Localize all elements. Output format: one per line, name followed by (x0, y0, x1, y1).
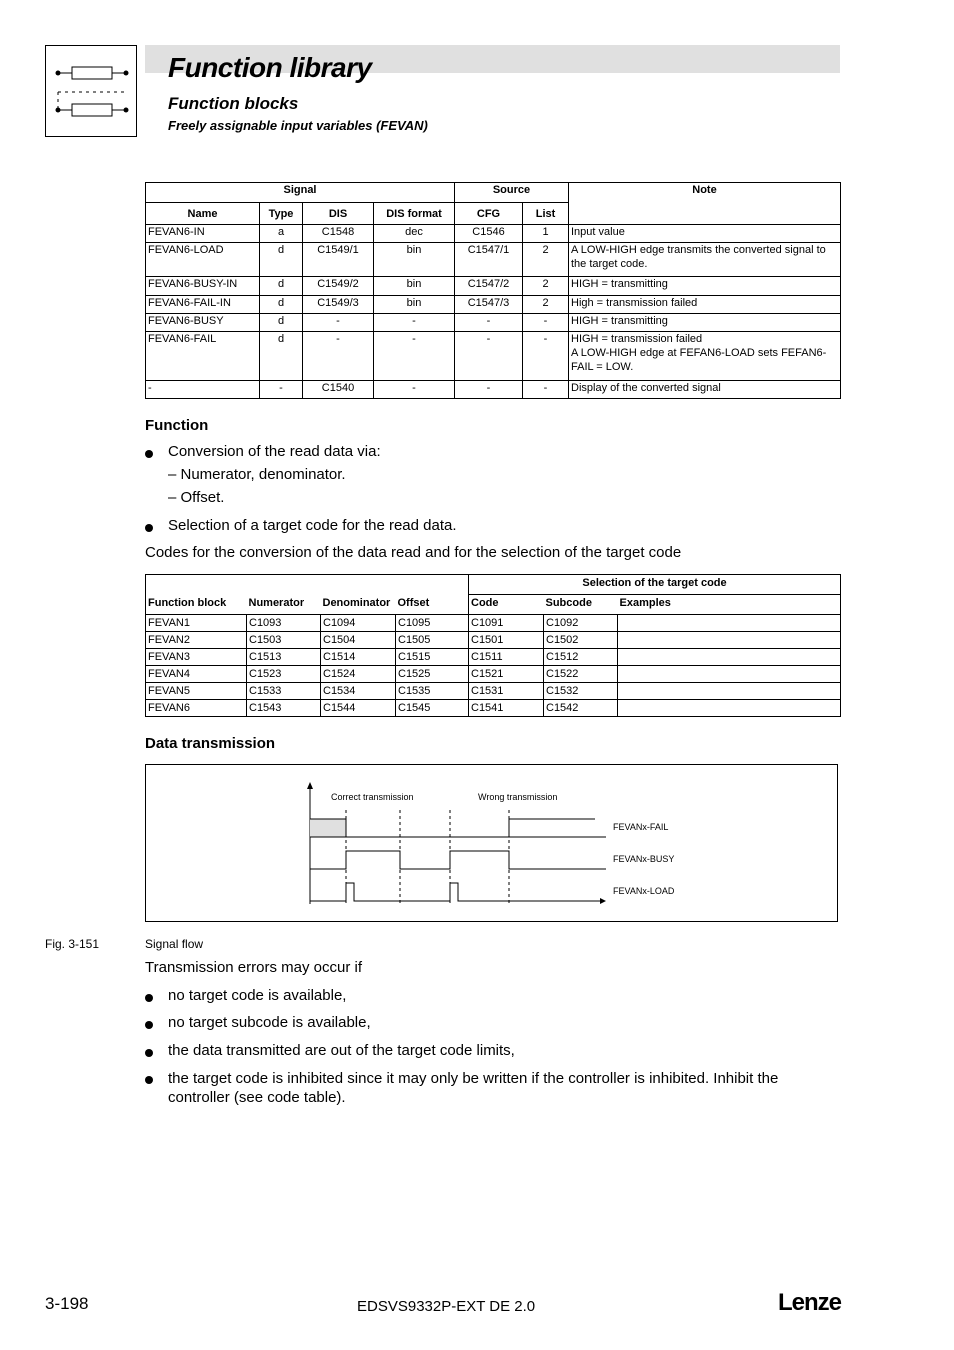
cell: C1549/2 (303, 277, 374, 296)
cell-line: A LOW-HIGH edge at FEFAN6-LOAD sets FEFAN6-FAIL = LOW. (571, 347, 827, 373)
codes-table (145, 574, 841, 717)
bullet-icon (145, 524, 153, 532)
cell: C1544 (321, 700, 396, 717)
target-code-group-header: Selection of the target code (469, 575, 841, 595)
cell: d (260, 296, 303, 314)
cell: C1503 (247, 632, 321, 649)
subsection-title: Freely assignable input variables (FEVAN) (168, 118, 428, 133)
chapter-icon (45, 45, 137, 137)
cell: C1547/2 (455, 277, 523, 296)
cell: FEVAN3 (146, 649, 247, 666)
cell: - (455, 314, 523, 332)
cell: C1542 (544, 700, 618, 717)
cell: C1549/3 (303, 296, 374, 314)
cell: d (260, 277, 303, 296)
section-title: Function blocks (168, 94, 299, 113)
cell: C1511 (469, 649, 544, 666)
cell: - (303, 314, 374, 332)
cell: C1501 (469, 632, 544, 649)
figure-caption: Signal flow (145, 937, 204, 951)
doc-id: EDSVS9332P-EXT DE 2.0 (357, 1298, 536, 1315)
list-item (145, 1042, 845, 1062)
wrong-transmission-label: Wrong transmission (478, 792, 558, 802)
list-item (145, 987, 845, 1007)
col-header: DIS format (374, 203, 455, 225)
blank-header (146, 575, 469, 595)
col-header: Offset (396, 595, 469, 615)
cell: HIGH = transmitting (569, 314, 841, 332)
cell: C1523 (247, 666, 321, 683)
col-header: Function block (146, 595, 247, 615)
cell (618, 649, 841, 666)
cell: C1092 (544, 615, 618, 632)
cell: d (260, 243, 303, 277)
cell: High = transmission failed (569, 296, 841, 314)
cell: C1512 (544, 649, 618, 666)
cell: FEVAN6-FAIL (146, 332, 260, 381)
cell: C1531 (469, 683, 544, 700)
cell: - (523, 332, 569, 381)
cell: bin (374, 277, 455, 296)
function-block-icon (46, 46, 138, 138)
cell: FEVAN2 (146, 632, 247, 649)
col-header: Subcode (544, 595, 618, 615)
cell: FEVAN5 (146, 683, 247, 700)
cell: C1548 (303, 225, 374, 243)
load-signal-label: FEVANx-LOAD (613, 886, 675, 896)
cell: C1543 (247, 700, 321, 717)
col-header: DIS (303, 203, 374, 225)
cell: - (374, 314, 455, 332)
table-row (146, 277, 841, 296)
data-transmission-heading: Data transmission (145, 735, 276, 752)
col-header: CFG (455, 203, 523, 225)
col-header: Code (469, 595, 544, 615)
cell: C1545 (396, 700, 469, 717)
cell: C1534 (321, 683, 396, 700)
table-row (146, 666, 841, 683)
cell: Display of the converted signal (569, 381, 841, 399)
cell: A LOW-HIGH edge transmits the converted signal to the target code. (569, 243, 841, 277)
cell: - (523, 381, 569, 399)
cell: HIGH = transmitting (569, 277, 841, 296)
source-group-header: Source (455, 183, 569, 203)
cell: C1549/1 (303, 243, 374, 277)
cell: bin (374, 296, 455, 314)
table-row (146, 243, 841, 277)
list-item-text: no target subcode is available, (168, 1014, 371, 1031)
cell: FEVAN6-IN (146, 225, 260, 243)
signal-flow-diagram (146, 765, 837, 921)
cell (618, 700, 841, 717)
col-header: Type (260, 203, 303, 225)
signal-table (145, 182, 841, 399)
cell: - (146, 381, 260, 399)
cell: FEVAN6-FAIL-IN (146, 296, 260, 314)
cell: C1504 (321, 632, 396, 649)
cell: C1524 (321, 666, 396, 683)
cell: FEVAN4 (146, 666, 247, 683)
table-row (146, 381, 841, 399)
cell: - (374, 381, 455, 399)
cell: - (455, 332, 523, 381)
cell: C1535 (396, 683, 469, 700)
cell: 2 (523, 277, 569, 296)
cell: - (455, 381, 523, 399)
col-header: Numerator (247, 595, 321, 615)
table-row (146, 632, 841, 649)
list-item-text: the data transmitted are out of the target code limits, (168, 1042, 515, 1059)
cell: - (260, 381, 303, 399)
cell: C1514 (321, 649, 396, 666)
cell: dec (374, 225, 455, 243)
figure-number: Fig. 3-151 (45, 937, 100, 951)
busy-signal-label: FEVANx-BUSY (613, 854, 675, 864)
codes-text: Codes for the conversion of the data read and for the selection of the target code (145, 544, 682, 561)
cell: C1521 (469, 666, 544, 683)
bullet-icon (145, 994, 153, 1002)
page-title: Function library (168, 52, 372, 83)
cell: d (260, 332, 303, 381)
bullet-icon (145, 1076, 153, 1084)
cell: C1094 (321, 615, 396, 632)
cell (569, 332, 841, 381)
sub-item: – Numerator, denominator. (168, 466, 346, 483)
signal-group-header: Signal (146, 183, 455, 203)
correct-transmission-label: Correct transmission (331, 792, 414, 802)
table-row (146, 296, 841, 314)
table-row (146, 615, 841, 632)
cell: FEVAN6-LOAD (146, 243, 260, 277)
list-item-text: the target code is inhibited since it may only be written if the controller is inhibited. Inhibit the controller (see code table). (168, 1070, 779, 1106)
cell: C1095 (396, 615, 469, 632)
fail-signal-label: FEVANx-FAIL (613, 822, 669, 832)
bullet-icon (145, 1021, 153, 1029)
cell: - (303, 332, 374, 381)
cell: - (374, 332, 455, 381)
cell: - (523, 314, 569, 332)
cell: FEVAN6-BUSY-IN (146, 277, 260, 296)
list-item-text: Conversion of the read data via: (168, 443, 381, 460)
cell (618, 632, 841, 649)
function-heading: Function (145, 417, 209, 434)
table-row (146, 700, 841, 717)
cell: FEVAN1 (146, 615, 247, 632)
cell: bin (374, 243, 455, 277)
sub-item: – Offset. (168, 489, 225, 506)
list-item (145, 443, 845, 463)
cell: a (260, 225, 303, 243)
cell-line: HIGH = transmission failed (571, 333, 703, 345)
cell: C1533 (247, 683, 321, 700)
cell: FEVAN6-BUSY (146, 314, 260, 332)
cell: C1502 (544, 632, 618, 649)
table-row (146, 683, 841, 700)
cell: C1091 (469, 615, 544, 632)
cell: C1505 (396, 632, 469, 649)
cell: C1515 (396, 649, 469, 666)
bullet-icon (145, 450, 153, 458)
note-header: Note (569, 183, 841, 225)
cell: 2 (523, 296, 569, 314)
list-item (145, 517, 845, 537)
cell (618, 683, 841, 700)
cell: 1 (523, 225, 569, 243)
cell (618, 666, 841, 683)
table-row (146, 225, 841, 243)
table-row (146, 649, 841, 666)
list-item (145, 1014, 845, 1034)
list-item-text: Selection of a target code for the read data. (168, 517, 457, 534)
cell: C1547/1 (455, 243, 523, 277)
cell: C1546 (455, 225, 523, 243)
cell: C1093 (247, 615, 321, 632)
list-item (145, 1069, 845, 1109)
table-row (146, 332, 841, 381)
cell: C1541 (469, 700, 544, 717)
cell: C1522 (544, 666, 618, 683)
col-header: Name (146, 203, 260, 225)
cell: d (260, 314, 303, 332)
col-header: List (523, 203, 569, 225)
brand-logo: Lenze (778, 1289, 842, 1316)
bullet-icon (145, 1049, 153, 1057)
errors-intro: Transmission errors may occur if (145, 959, 362, 976)
col-header: Examples (618, 595, 841, 615)
cell: FEVAN6 (146, 700, 247, 717)
cell: C1525 (396, 666, 469, 683)
cell: 2 (523, 243, 569, 277)
cell: C1532 (544, 683, 618, 700)
signal-flow-figure (145, 764, 838, 922)
table-row (146, 314, 841, 332)
page-number: 3-198 (45, 1294, 89, 1313)
cell (618, 615, 841, 632)
cell: C1547/3 (455, 296, 523, 314)
cell: C1513 (247, 649, 321, 666)
cell: C1540 (303, 381, 374, 399)
col-header: Denominator (321, 595, 396, 615)
cell: Input value (569, 225, 841, 243)
list-item-text: no target code is available, (168, 987, 347, 1004)
